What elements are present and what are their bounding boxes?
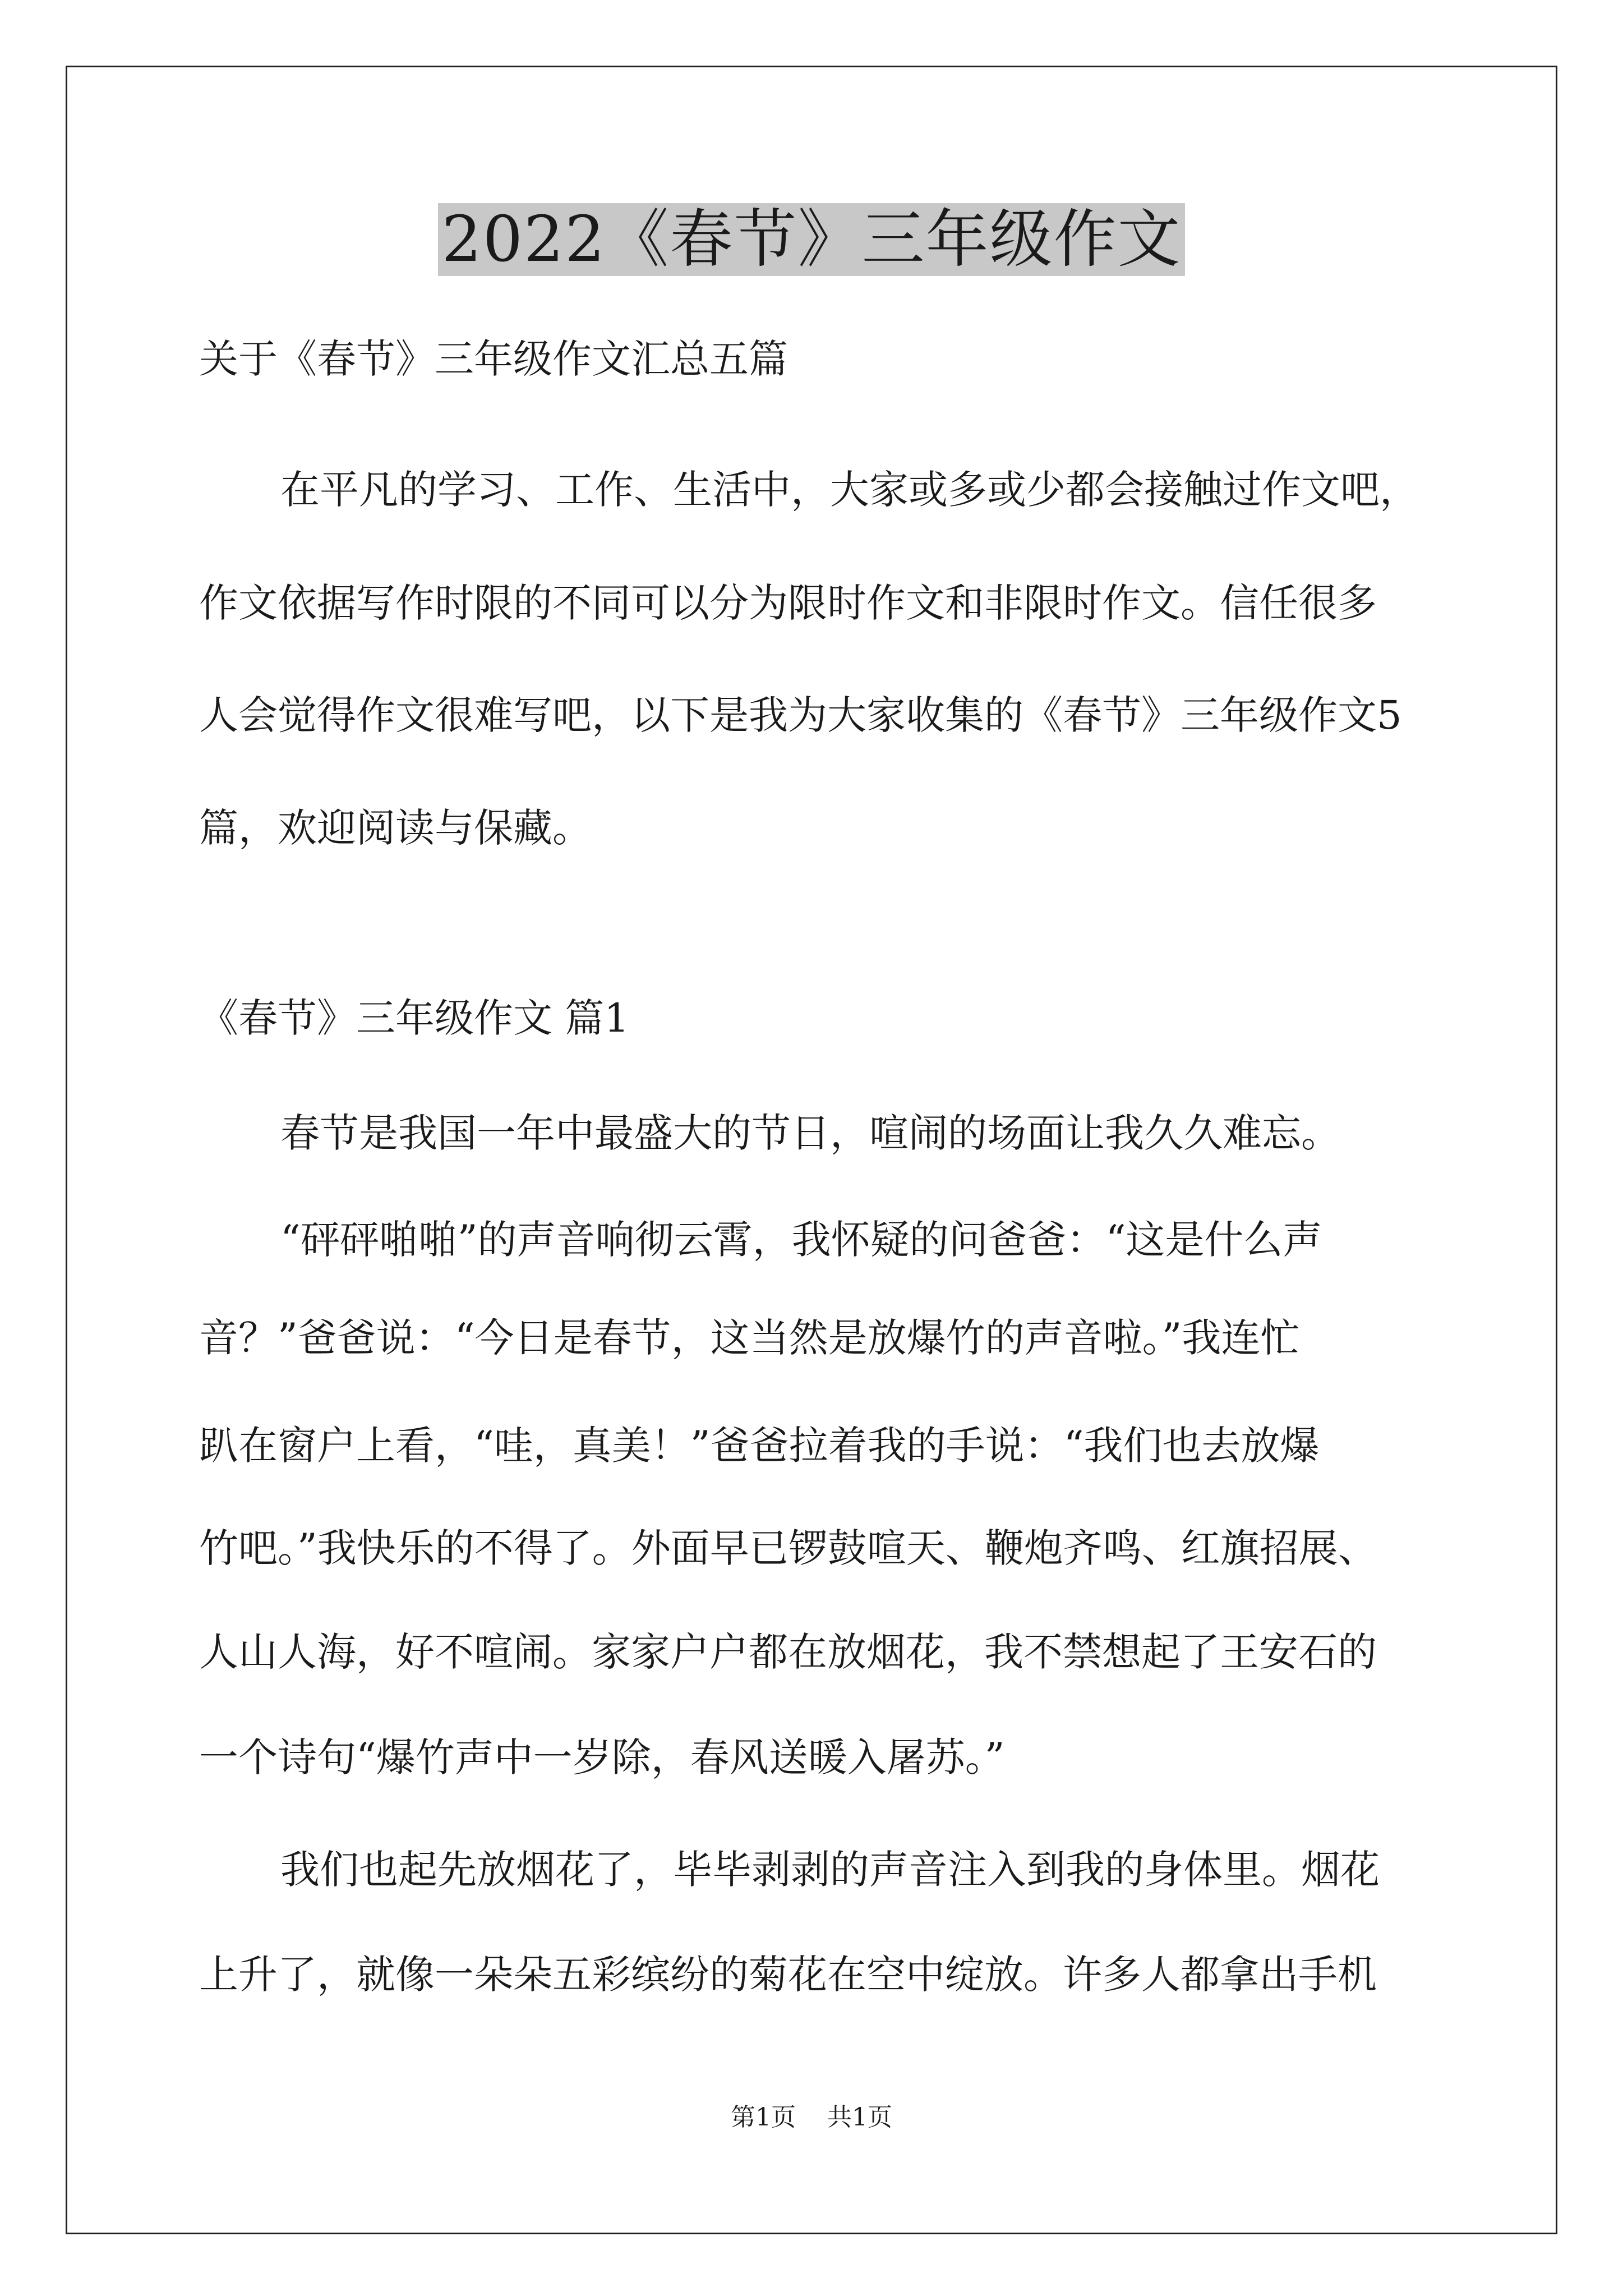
- paragraph-line-4: 趴在窗户上看，“哇，真美！”爸爸拉着我的手说：“我们也去放爆: [199, 1423, 1320, 1469]
- section-heading: 《春节》三年级作文 篇1: [199, 995, 629, 1041]
- paragraph-line-9: 上升了，就像一朵朵五彩缤纷的菊花在空中绽放。许多人都拿出手机: [199, 1952, 1377, 1998]
- intro-line-3: 人会觉得作文很难写吧，以下是我为大家收集的《春节》三年级作文5: [199, 692, 1402, 738]
- page-number: 第1页: [731, 2103, 796, 2132]
- subtitle: 关于《春节》三年级作文汇总五篇: [199, 336, 788, 382]
- paragraph-line-6: 人山人海，好不喧闹。家家户户都在放烟花，我不禁想起了王安石的: [199, 1629, 1377, 1675]
- page-total: 共1页: [827, 2103, 892, 2132]
- paragraph-line-7: 一个诗句“爆竹声中一岁除，春风送暖入屠苏。”: [199, 1734, 1005, 1780]
- document-title-text: 2022《春节》三年级作文: [438, 203, 1184, 276]
- intro-line-4: 篇，欢迎阅读与保藏。: [199, 805, 592, 851]
- paragraph-line-5: 竹吧。”我快乐的不得了。外面早已锣鼓喧天、鞭炮齐鸣、红旗招展、: [199, 1525, 1377, 1571]
- intro-line-2: 作文依据写作时限的不同可以分为限时作文和非限时作文。信任很多: [199, 580, 1377, 626]
- intro-line-1: 在平凡的学习、工作、生活中，大家或多或少都会接触过作文吧，: [280, 467, 1419, 513]
- paragraph-line-1: 春节是我国一年中最盛大的节日，喧闹的场面让我久久难忘。: [280, 1110, 1340, 1156]
- paragraph-line-2: “砰砰啪啪”的声音响彻云霄，我怀疑的问爸爸：“这是什么声: [280, 1217, 1322, 1263]
- paragraph-line-8: 我们也起先放烟花了，毕毕剥剥的声音注入到我的身体里。烟花: [280, 1847, 1380, 1893]
- page-footer: [0, 2101, 1623, 2134]
- paragraph-line-3: 音？”爸爸说：“今日是春节，这当然是放爆竹的声音啦。”我连忙: [199, 1315, 1300, 1361]
- document-title: [0, 197, 1623, 282]
